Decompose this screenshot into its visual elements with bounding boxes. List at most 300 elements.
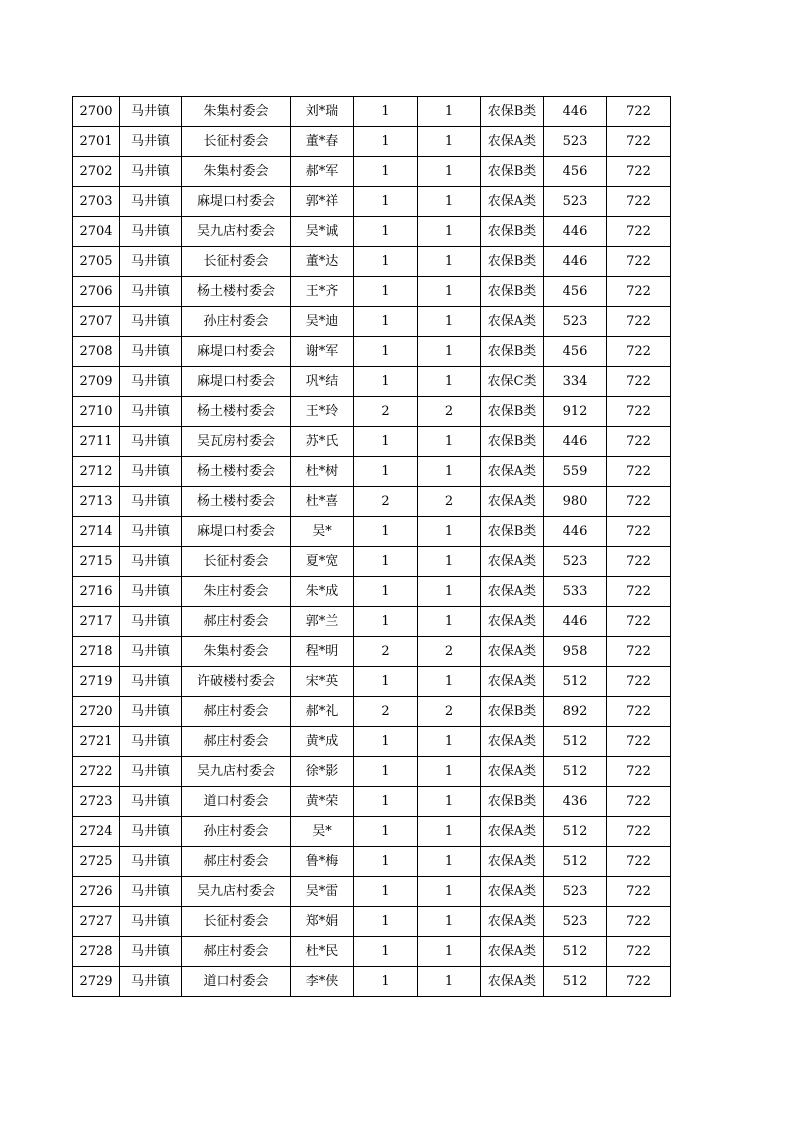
table-row xyxy=(73,637,671,667)
cell-count-b: 1 xyxy=(418,337,481,367)
cell-insurance-type: 农保B类 xyxy=(481,697,544,727)
cell-village-committee: 杨土楼村委会 xyxy=(182,487,291,517)
cell-count-a: 1 xyxy=(354,967,418,997)
cell-name: 黄*成 xyxy=(291,727,354,757)
cell-row-number: 2715 xyxy=(73,547,120,577)
cell-standard: 722 xyxy=(607,277,671,307)
cell-town: 马井镇 xyxy=(120,877,182,907)
cell-row-number: 2710 xyxy=(73,397,120,427)
table-row xyxy=(73,757,671,787)
cell-amount: 446 xyxy=(544,97,607,127)
cell-row-number: 2700 xyxy=(73,97,120,127)
cell-count-a: 1 xyxy=(354,217,418,247)
cell-standard: 722 xyxy=(607,367,671,397)
table-row xyxy=(73,457,671,487)
cell-insurance-type: 农保A类 xyxy=(481,577,544,607)
cell-town: 马井镇 xyxy=(120,577,182,607)
cell-town: 马井镇 xyxy=(120,907,182,937)
cell-count-b: 1 xyxy=(418,727,481,757)
cell-amount: 523 xyxy=(544,187,607,217)
cell-amount: 512 xyxy=(544,847,607,877)
cell-row-number: 2709 xyxy=(73,367,120,397)
table-row xyxy=(73,247,671,277)
cell-count-b: 1 xyxy=(418,517,481,547)
cell-standard: 722 xyxy=(607,577,671,607)
cell-amount: 512 xyxy=(544,817,607,847)
cell-row-number: 2719 xyxy=(73,667,120,697)
cell-insurance-type: 农保B类 xyxy=(481,427,544,457)
cell-town: 马井镇 xyxy=(120,517,182,547)
cell-village-committee: 朱集村委会 xyxy=(182,637,291,667)
cell-name: 王*齐 xyxy=(291,277,354,307)
cell-name: 王*玲 xyxy=(291,397,354,427)
cell-amount: 512 xyxy=(544,757,607,787)
cell-village-committee: 朱集村委会 xyxy=(182,157,291,187)
cell-name: 夏*宽 xyxy=(291,547,354,577)
cell-village-committee: 杨土楼村委会 xyxy=(182,277,291,307)
cell-count-a: 1 xyxy=(354,337,418,367)
cell-row-number: 2722 xyxy=(73,757,120,787)
cell-count-a: 1 xyxy=(354,817,418,847)
cell-count-b: 1 xyxy=(418,247,481,277)
cell-village-committee: 道口村委会 xyxy=(182,787,291,817)
cell-town: 马井镇 xyxy=(120,127,182,157)
cell-standard: 722 xyxy=(607,127,671,157)
cell-count-a: 1 xyxy=(354,277,418,307)
cell-insurance-type: 农保A类 xyxy=(481,757,544,787)
cell-row-number: 2701 xyxy=(73,127,120,157)
cell-town: 马井镇 xyxy=(120,307,182,337)
cell-count-a: 1 xyxy=(354,727,418,757)
cell-row-number: 2724 xyxy=(73,817,120,847)
cell-amount: 456 xyxy=(544,337,607,367)
table-row xyxy=(73,307,671,337)
cell-town: 马井镇 xyxy=(120,607,182,637)
cell-standard: 722 xyxy=(607,817,671,847)
cell-village-committee: 郝庄村委会 xyxy=(182,937,291,967)
cell-insurance-type: 农保A类 xyxy=(481,547,544,577)
cell-row-number: 2714 xyxy=(73,517,120,547)
cell-count-a: 1 xyxy=(354,547,418,577)
cell-name: 董*春 xyxy=(291,127,354,157)
cell-village-committee: 长征村委会 xyxy=(182,247,291,277)
cell-row-number: 2727 xyxy=(73,907,120,937)
data-table xyxy=(72,96,671,997)
table-row xyxy=(73,487,671,517)
cell-count-b: 1 xyxy=(418,187,481,217)
cell-name: 董*达 xyxy=(291,247,354,277)
cell-village-committee: 朱庄村委会 xyxy=(182,577,291,607)
cell-name: 徐*影 xyxy=(291,757,354,787)
cell-insurance-type: 农保A类 xyxy=(481,637,544,667)
cell-town: 马井镇 xyxy=(120,397,182,427)
cell-amount: 512 xyxy=(544,727,607,757)
cell-insurance-type: 农保A类 xyxy=(481,457,544,487)
cell-name: 苏*氏 xyxy=(291,427,354,457)
cell-village-committee: 许破楼村委会 xyxy=(182,667,291,697)
cell-amount: 334 xyxy=(544,367,607,397)
cell-count-b: 1 xyxy=(418,757,481,787)
cell-count-a: 1 xyxy=(354,367,418,397)
table-row xyxy=(73,157,671,187)
cell-count-b: 1 xyxy=(418,217,481,247)
cell-standard: 722 xyxy=(607,517,671,547)
cell-name: 杜*树 xyxy=(291,457,354,487)
table-row xyxy=(73,547,671,577)
cell-town: 马井镇 xyxy=(120,367,182,397)
cell-count-a: 1 xyxy=(354,517,418,547)
table-row xyxy=(73,337,671,367)
cell-name: 黄*荣 xyxy=(291,787,354,817)
cell-insurance-type: 农保A类 xyxy=(481,967,544,997)
cell-count-b: 1 xyxy=(418,97,481,127)
cell-amount: 436 xyxy=(544,787,607,817)
cell-count-a: 1 xyxy=(354,907,418,937)
table-row xyxy=(73,907,671,937)
cell-town: 马井镇 xyxy=(120,157,182,187)
cell-name: 吴*雷 xyxy=(291,877,354,907)
cell-amount: 446 xyxy=(544,217,607,247)
cell-count-b: 1 xyxy=(418,457,481,487)
cell-amount: 958 xyxy=(544,637,607,667)
cell-village-committee: 郝庄村委会 xyxy=(182,727,291,757)
cell-town: 马井镇 xyxy=(120,457,182,487)
cell-town: 马井镇 xyxy=(120,187,182,217)
cell-count-a: 2 xyxy=(354,397,418,427)
cell-standard: 722 xyxy=(607,157,671,187)
cell-village-committee: 孙庄村委会 xyxy=(182,817,291,847)
cell-name: 鲁*梅 xyxy=(291,847,354,877)
cell-count-b: 1 xyxy=(418,967,481,997)
cell-village-committee: 吴瓦房村委会 xyxy=(182,427,291,457)
cell-town: 马井镇 xyxy=(120,727,182,757)
cell-insurance-type: 农保A类 xyxy=(481,937,544,967)
cell-row-number: 2716 xyxy=(73,577,120,607)
cell-amount: 523 xyxy=(544,877,607,907)
cell-count-b: 1 xyxy=(418,367,481,397)
cell-count-a: 1 xyxy=(354,577,418,607)
table-row xyxy=(73,847,671,877)
cell-name: 刘*瑞 xyxy=(291,97,354,127)
cell-village-committee: 长征村委会 xyxy=(182,547,291,577)
cell-insurance-type: 农保A类 xyxy=(481,907,544,937)
cell-standard: 722 xyxy=(607,457,671,487)
cell-count-a: 1 xyxy=(354,667,418,697)
cell-standard: 722 xyxy=(607,307,671,337)
cell-count-b: 2 xyxy=(418,637,481,667)
cell-row-number: 2721 xyxy=(73,727,120,757)
table-row xyxy=(73,517,671,547)
cell-row-number: 2704 xyxy=(73,217,120,247)
cell-village-committee: 道口村委会 xyxy=(182,967,291,997)
table-row xyxy=(73,367,671,397)
table-row xyxy=(73,187,671,217)
cell-name: 巩*结 xyxy=(291,367,354,397)
cell-count-a: 1 xyxy=(354,877,418,907)
cell-count-b: 1 xyxy=(418,547,481,577)
cell-name: 杜*喜 xyxy=(291,487,354,517)
cell-name: 郝*礼 xyxy=(291,697,354,727)
cell-name: 吴*诚 xyxy=(291,217,354,247)
cell-count-a: 1 xyxy=(354,127,418,157)
table-row xyxy=(73,697,671,727)
cell-count-b: 1 xyxy=(418,427,481,457)
cell-name: 郑*娟 xyxy=(291,907,354,937)
cell-name: 吴*迪 xyxy=(291,307,354,337)
cell-standard: 722 xyxy=(607,187,671,217)
cell-town: 马井镇 xyxy=(120,217,182,247)
cell-count-b: 2 xyxy=(418,697,481,727)
cell-count-b: 1 xyxy=(418,877,481,907)
cell-insurance-type: 农保A类 xyxy=(481,877,544,907)
cell-village-committee: 吴九店村委会 xyxy=(182,877,291,907)
table-row xyxy=(73,217,671,247)
cell-village-committee: 杨土楼村委会 xyxy=(182,397,291,427)
cell-amount: 523 xyxy=(544,547,607,577)
cell-count-a: 2 xyxy=(354,637,418,667)
cell-amount: 446 xyxy=(544,517,607,547)
cell-village-committee: 朱集村委会 xyxy=(182,97,291,127)
table-row xyxy=(73,817,671,847)
cell-standard: 722 xyxy=(607,217,671,247)
cell-village-committee: 郝庄村委会 xyxy=(182,697,291,727)
cell-count-a: 1 xyxy=(354,937,418,967)
cell-count-b: 2 xyxy=(418,397,481,427)
cell-standard: 722 xyxy=(607,697,671,727)
cell-town: 马井镇 xyxy=(120,787,182,817)
cell-count-a: 1 xyxy=(354,607,418,637)
cell-name: 郭*祥 xyxy=(291,187,354,217)
cell-row-number: 2703 xyxy=(73,187,120,217)
cell-amount: 980 xyxy=(544,487,607,517)
cell-village-committee: 吴九店村委会 xyxy=(182,217,291,247)
cell-insurance-type: 农保A类 xyxy=(481,487,544,517)
cell-row-number: 2717 xyxy=(73,607,120,637)
cell-count-a: 1 xyxy=(354,787,418,817)
cell-count-b: 1 xyxy=(418,907,481,937)
cell-insurance-type: 农保A类 xyxy=(481,727,544,757)
cell-insurance-type: 农保B类 xyxy=(481,217,544,247)
cell-row-number: 2720 xyxy=(73,697,120,727)
table-row xyxy=(73,787,671,817)
cell-row-number: 2702 xyxy=(73,157,120,187)
table-body xyxy=(73,97,671,997)
cell-town: 马井镇 xyxy=(120,277,182,307)
cell-insurance-type: 农保B类 xyxy=(481,277,544,307)
cell-town: 马井镇 xyxy=(120,937,182,967)
cell-count-a: 1 xyxy=(354,457,418,487)
cell-standard: 722 xyxy=(607,667,671,697)
cell-town: 马井镇 xyxy=(120,97,182,127)
table-row xyxy=(73,607,671,637)
cell-village-committee: 孙庄村委会 xyxy=(182,307,291,337)
cell-standard: 722 xyxy=(607,427,671,457)
cell-town: 马井镇 xyxy=(120,547,182,577)
cell-count-b: 1 xyxy=(418,667,481,697)
cell-insurance-type: 农保B类 xyxy=(481,97,544,127)
cell-village-committee: 麻堤口村委会 xyxy=(182,517,291,547)
cell-amount: 512 xyxy=(544,667,607,697)
cell-town: 马井镇 xyxy=(120,427,182,457)
cell-row-number: 2713 xyxy=(73,487,120,517)
cell-insurance-type: 农保A类 xyxy=(481,847,544,877)
cell-row-number: 2708 xyxy=(73,337,120,367)
cell-amount: 559 xyxy=(544,457,607,487)
cell-name: 郝*军 xyxy=(291,157,354,187)
cell-standard: 722 xyxy=(607,487,671,517)
cell-town: 马井镇 xyxy=(120,757,182,787)
cell-name: 李*侠 xyxy=(291,967,354,997)
table-row xyxy=(73,877,671,907)
cell-name: 杜*民 xyxy=(291,937,354,967)
cell-count-a: 1 xyxy=(354,847,418,877)
cell-count-a: 1 xyxy=(354,187,418,217)
cell-town: 马井镇 xyxy=(120,817,182,847)
cell-amount: 446 xyxy=(544,427,607,457)
table-row xyxy=(73,277,671,307)
cell-village-committee: 麻堤口村委会 xyxy=(182,337,291,367)
cell-town: 马井镇 xyxy=(120,847,182,877)
cell-insurance-type: 农保A类 xyxy=(481,817,544,847)
cell-standard: 722 xyxy=(607,787,671,817)
cell-name: 朱*成 xyxy=(291,577,354,607)
cell-village-committee: 麻堤口村委会 xyxy=(182,187,291,217)
cell-village-committee: 杨土楼村委会 xyxy=(182,457,291,487)
cell-standard: 722 xyxy=(607,637,671,667)
cell-row-number: 2706 xyxy=(73,277,120,307)
cell-standard: 722 xyxy=(607,757,671,787)
cell-town: 马井镇 xyxy=(120,337,182,367)
cell-amount: 533 xyxy=(544,577,607,607)
cell-insurance-type: 农保B类 xyxy=(481,517,544,547)
cell-amount: 456 xyxy=(544,277,607,307)
cell-standard: 722 xyxy=(607,937,671,967)
cell-row-number: 2723 xyxy=(73,787,120,817)
cell-insurance-type: 农保B类 xyxy=(481,397,544,427)
cell-name: 郭*兰 xyxy=(291,607,354,637)
cell-standard: 722 xyxy=(607,397,671,427)
table-row xyxy=(73,127,671,157)
cell-count-b: 1 xyxy=(418,277,481,307)
cell-row-number: 2711 xyxy=(73,427,120,457)
cell-standard: 722 xyxy=(607,907,671,937)
table-row xyxy=(73,397,671,427)
cell-row-number: 2707 xyxy=(73,307,120,337)
cell-village-committee: 长征村委会 xyxy=(182,907,291,937)
cell-insurance-type: 农保A类 xyxy=(481,187,544,217)
cell-insurance-type: 农保A类 xyxy=(481,607,544,637)
table-row xyxy=(73,967,671,997)
cell-insurance-type: 农保A类 xyxy=(481,307,544,337)
table-row xyxy=(73,97,671,127)
cell-village-committee: 郝庄村委会 xyxy=(182,847,291,877)
cell-row-number: 2726 xyxy=(73,877,120,907)
cell-row-number: 2729 xyxy=(73,967,120,997)
cell-village-committee: 麻堤口村委会 xyxy=(182,367,291,397)
cell-village-committee: 吴九店村委会 xyxy=(182,757,291,787)
cell-village-committee: 郝庄村委会 xyxy=(182,607,291,637)
cell-count-b: 2 xyxy=(418,487,481,517)
cell-row-number: 2712 xyxy=(73,457,120,487)
cell-standard: 722 xyxy=(607,97,671,127)
cell-count-b: 1 xyxy=(418,817,481,847)
cell-count-a: 2 xyxy=(354,487,418,517)
cell-count-b: 1 xyxy=(418,787,481,817)
cell-standard: 722 xyxy=(607,847,671,877)
cell-row-number: 2705 xyxy=(73,247,120,277)
cell-name: 谢*军 xyxy=(291,337,354,367)
cell-insurance-type: 农保C类 xyxy=(481,367,544,397)
cell-count-b: 1 xyxy=(418,157,481,187)
cell-amount: 512 xyxy=(544,967,607,997)
cell-count-b: 1 xyxy=(418,577,481,607)
cell-name: 程*明 xyxy=(291,637,354,667)
cell-count-b: 1 xyxy=(418,127,481,157)
cell-count-a: 2 xyxy=(354,697,418,727)
cell-name: 吴* xyxy=(291,517,354,547)
cell-town: 马井镇 xyxy=(120,697,182,727)
cell-amount: 456 xyxy=(544,157,607,187)
cell-standard: 722 xyxy=(607,727,671,757)
cell-name: 宋*英 xyxy=(291,667,354,697)
cell-name: 吴* xyxy=(291,817,354,847)
cell-town: 马井镇 xyxy=(120,487,182,517)
cell-count-a: 1 xyxy=(354,757,418,787)
cell-row-number: 2725 xyxy=(73,847,120,877)
table-row xyxy=(73,577,671,607)
cell-amount: 892 xyxy=(544,697,607,727)
cell-count-a: 1 xyxy=(354,157,418,187)
cell-row-number: 2718 xyxy=(73,637,120,667)
cell-amount: 446 xyxy=(544,247,607,277)
cell-amount: 523 xyxy=(544,907,607,937)
cell-count-a: 1 xyxy=(354,307,418,337)
table-row xyxy=(73,427,671,457)
cell-count-b: 1 xyxy=(418,847,481,877)
table-row xyxy=(73,667,671,697)
table-row xyxy=(73,937,671,967)
cell-village-committee: 长征村委会 xyxy=(182,127,291,157)
cell-count-a: 1 xyxy=(354,427,418,457)
cell-town: 马井镇 xyxy=(120,637,182,667)
cell-standard: 722 xyxy=(607,877,671,907)
cell-standard: 722 xyxy=(607,547,671,577)
cell-insurance-type: 农保B类 xyxy=(481,337,544,367)
cell-amount: 523 xyxy=(544,127,607,157)
cell-count-a: 1 xyxy=(354,97,418,127)
cell-count-a: 1 xyxy=(354,247,418,277)
cell-amount: 912 xyxy=(544,397,607,427)
cell-insurance-type: 农保B类 xyxy=(481,157,544,187)
cell-insurance-type: 农保A类 xyxy=(481,667,544,697)
cell-town: 马井镇 xyxy=(120,967,182,997)
cell-count-b: 1 xyxy=(418,307,481,337)
cell-insurance-type: 农保B类 xyxy=(481,247,544,277)
cell-amount: 523 xyxy=(544,307,607,337)
cell-town: 马井镇 xyxy=(120,667,182,697)
cell-count-b: 1 xyxy=(418,937,481,967)
cell-standard: 722 xyxy=(607,337,671,367)
cell-standard: 722 xyxy=(607,247,671,277)
cell-standard: 722 xyxy=(607,967,671,997)
cell-count-b: 1 xyxy=(418,607,481,637)
cell-row-number: 2728 xyxy=(73,937,120,967)
table-row xyxy=(73,727,671,757)
cell-amount: 512 xyxy=(544,937,607,967)
cell-standard: 722 xyxy=(607,607,671,637)
cell-town: 马井镇 xyxy=(120,247,182,277)
cell-amount: 446 xyxy=(544,607,607,637)
